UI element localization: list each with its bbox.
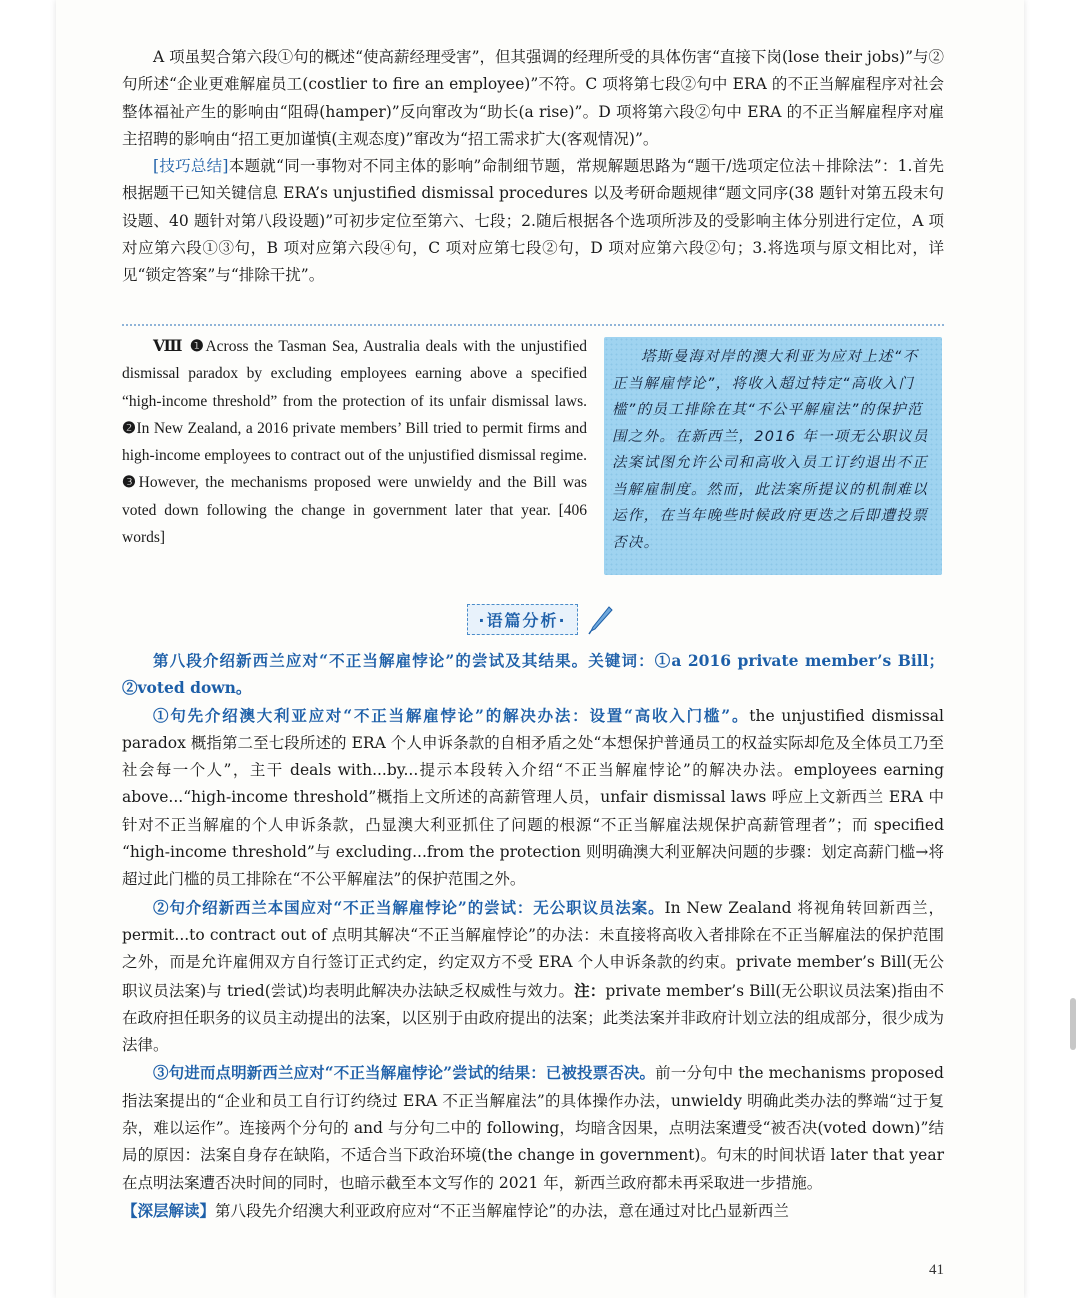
- deep-interpretation-text: 第八段先介绍澳大利亚政府应对“不正当解雇悖论”的办法，意在通过对比凸显新西兰: [215, 1201, 789, 1220]
- book-page: [56, 0, 1024, 1298]
- tip-summary-paragraph: [122, 153, 944, 289]
- deep-interpretation-tag: 【深层解读】: [122, 1200, 216, 1220]
- section-number: Ⅷ: [153, 338, 185, 355]
- deep-interpretation: [122, 1197, 944, 1225]
- sentence-3-number: ❸: [122, 474, 139, 492]
- analysis-intro: 第八段介绍新西兰应对“不正当解雇悖论”的尝试及其结果。关键词：①a 2016 private member’s Bill；②voted down。: [122, 651, 944, 698]
- analysis-paragraph-2: [122, 894, 944, 1060]
- word-count: [406 words]: [122, 501, 587, 547]
- pen-icon: [587, 605, 613, 639]
- sentence-1: Across the Tasman Sea, Australia deals with the unjustified dismissal paradox by excluding employees earning above a specified “high-income threshold” from the protection of its unfair dismissal laws.: [122, 338, 588, 410]
- english-passage: [122, 333, 587, 551]
- sentence-1-number: ❶: [189, 338, 206, 355]
- analysis-2-text: In New Zealand 将视角转回新西兰，permit...to contract out of 点明其解决“不正当解雇悖论”的办法：未直接将高收入者排除在不正当解雇法的保护范围之外，而是允许雇佣双方自行签订正式约定，约定双方不受 ERA 个人申诉条款的约束。private member’s Bill(无公职议员法案)与 tried(尝试)均表明此解决办法缺乏权威性与效力。: [122, 898, 944, 1000]
- passage-paragraph: [122, 333, 587, 551]
- chinese-translation-box: 塔斯曼海对岸的澳大利亚为应对上述“不正当解雇悖论”，将收入超过特定“高收入门槛”的员工排除在其“不公平解雇法”的保护范围之外。在新西兰，2016 年一项无公职议员法案试图允许公司和高收入员工订约退出不正当解雇制度。然而，此法案所提议的机制难以运作，在当年晚些时候政府更迭之后即遭投票否决。: [604, 337, 942, 575]
- sentence-2: In New Zealand, a 2016 private members’ Bill tried to permit firms and high-income employees to contract out of the unjustified dismissal regime.: [122, 419, 587, 465]
- analysis-heading: [56, 604, 1024, 639]
- tip-summary-tag: [技巧总结]: [153, 157, 229, 176]
- analysis-paragraph-1: [122, 702, 944, 894]
- analysis-title: ·语篇分析·: [467, 604, 577, 635]
- analysis-3-text: 前一分句中 the mechanisms proposed 指法案提出的“企业和员工自行订约绕过 ERA 不正当解雇法”的具体操作办法，unwieldy 明确此类办法的弊端“过于复杂，难以运作”。连接两个分句的 and 与分句二中的 following，均暗含因果，点明法案遭受“被否决(voted down)”结局的原因：法案自身存在缺陷，不适合当下政治环境(the change in government)。句末的时间状语 later that year 在点明法案遭否决时间的同时，也暗示截至本文写作的 2021 年，新西兰政府都未再采取进一步措施。: [122, 1064, 944, 1192]
- analysis-2-lead: ②句介绍新西兰本国应对“不正当解雇悖论”的尝试：无公职议员法案。: [153, 897, 665, 917]
- analysis-3-lead: ③句进而点明新西兰应对“不正当解雇悖论”尝试的结果：已被投票否决。: [153, 1063, 656, 1083]
- discourse-analysis: [122, 647, 944, 1225]
- page-number: 41: [929, 1262, 944, 1278]
- analysis-1-text: the unjustified dismissal paradox 概指第二至七段所述的 ERA 个人申诉条款的自相矛盾之处“本想保护普通员工的权益实际却危及全体员工乃至社会每一个人”，主干 deals with...by...提示本段转入介绍“不正当解雇悖论”的解决办法。employees earning above...“high-income threshold”概指上文所述的高薪管理人员，unfair dismissal laws 呼应上文新西兰 ERA 中针对不正当解雇的个人申诉条款，凸显澳大利亚抓住了问题的根源“不正当解雇法规保护高薪管理者”；而 specified “high-income threshold”与 excluding...from the protection 则明确澳大利亚解决问题的步骤：划定高薪门槛→将超过此门槛的员工排除在“不公平解雇法”的保护范围之外。: [122, 706, 944, 889]
- sentence-3: However, the mechanisms proposed were unwieldy and the Bill was voted down following the change in government later that year.: [122, 474, 587, 519]
- dotted-divider: [122, 324, 944, 326]
- option-analysis-paragraph: A 项虽契合第六段①句的概述“使高薪经理受害”，但其强调的经理所受的具体伤害“直接下岗(lose their jobs)”与②句所述“企业更难解雇员工(costlier to fire an employee)”不符。C 项将第七段②句中 ERA 的不正当解雇程序对社会整体福祉产生的影响由“阻碍(hamper)”反向窜改为“助长(a rise)”。D 项将第六段②句中 ERA 的不正当解雇程序对雇主招聘的影响由“招工更加谨慎(主观态度)”窜改为“招工需求扩大(客观情况)”。: [122, 48, 944, 148]
- tip-summary-text: 本题就“同一事物对不同主体的影响”命制细节题，常规解题思路为“题干/选项定位法＋排除法”：1.首先根据题干已知关键信息 ERA’s unjustified dismissal procedures 以及考研命题规律“题文同序(38 题针对第五段末句设题、40 题针对第八段设题)”可初步定位至第六、七段；2.随后根据各个选项所涉及的受影响主体分别进行定位，A 项对应第六段①③句，B 项对应第六段④句，C 项对应第七段②句，D 项对应第六段②句；3.将选项与原文相比对，详见“锁定答案”与“排除干扰”。: [122, 157, 944, 285]
- analysis-2-note-label: 注：: [574, 980, 606, 1000]
- analysis-paragraph-3: [122, 1059, 944, 1196]
- sentence-2-number: ❷: [122, 419, 137, 437]
- scrollbar-thumb[interactable]: [1070, 998, 1076, 1050]
- answer-explanation-block: [122, 44, 944, 290]
- analysis-2-note: private member’s Bill(无公职议员法案)指由不在政府担任职务的议员主动提出的法案，以区别于由政府提出的法案；此类法案并非政府计划立法的组成部分，很少成为法律。: [122, 981, 944, 1055]
- analysis-1-lead: ①句先介绍澳大利亚应对“不正当解雇悖论”的解决办法：设置“高收入门槛”。: [153, 705, 750, 725]
